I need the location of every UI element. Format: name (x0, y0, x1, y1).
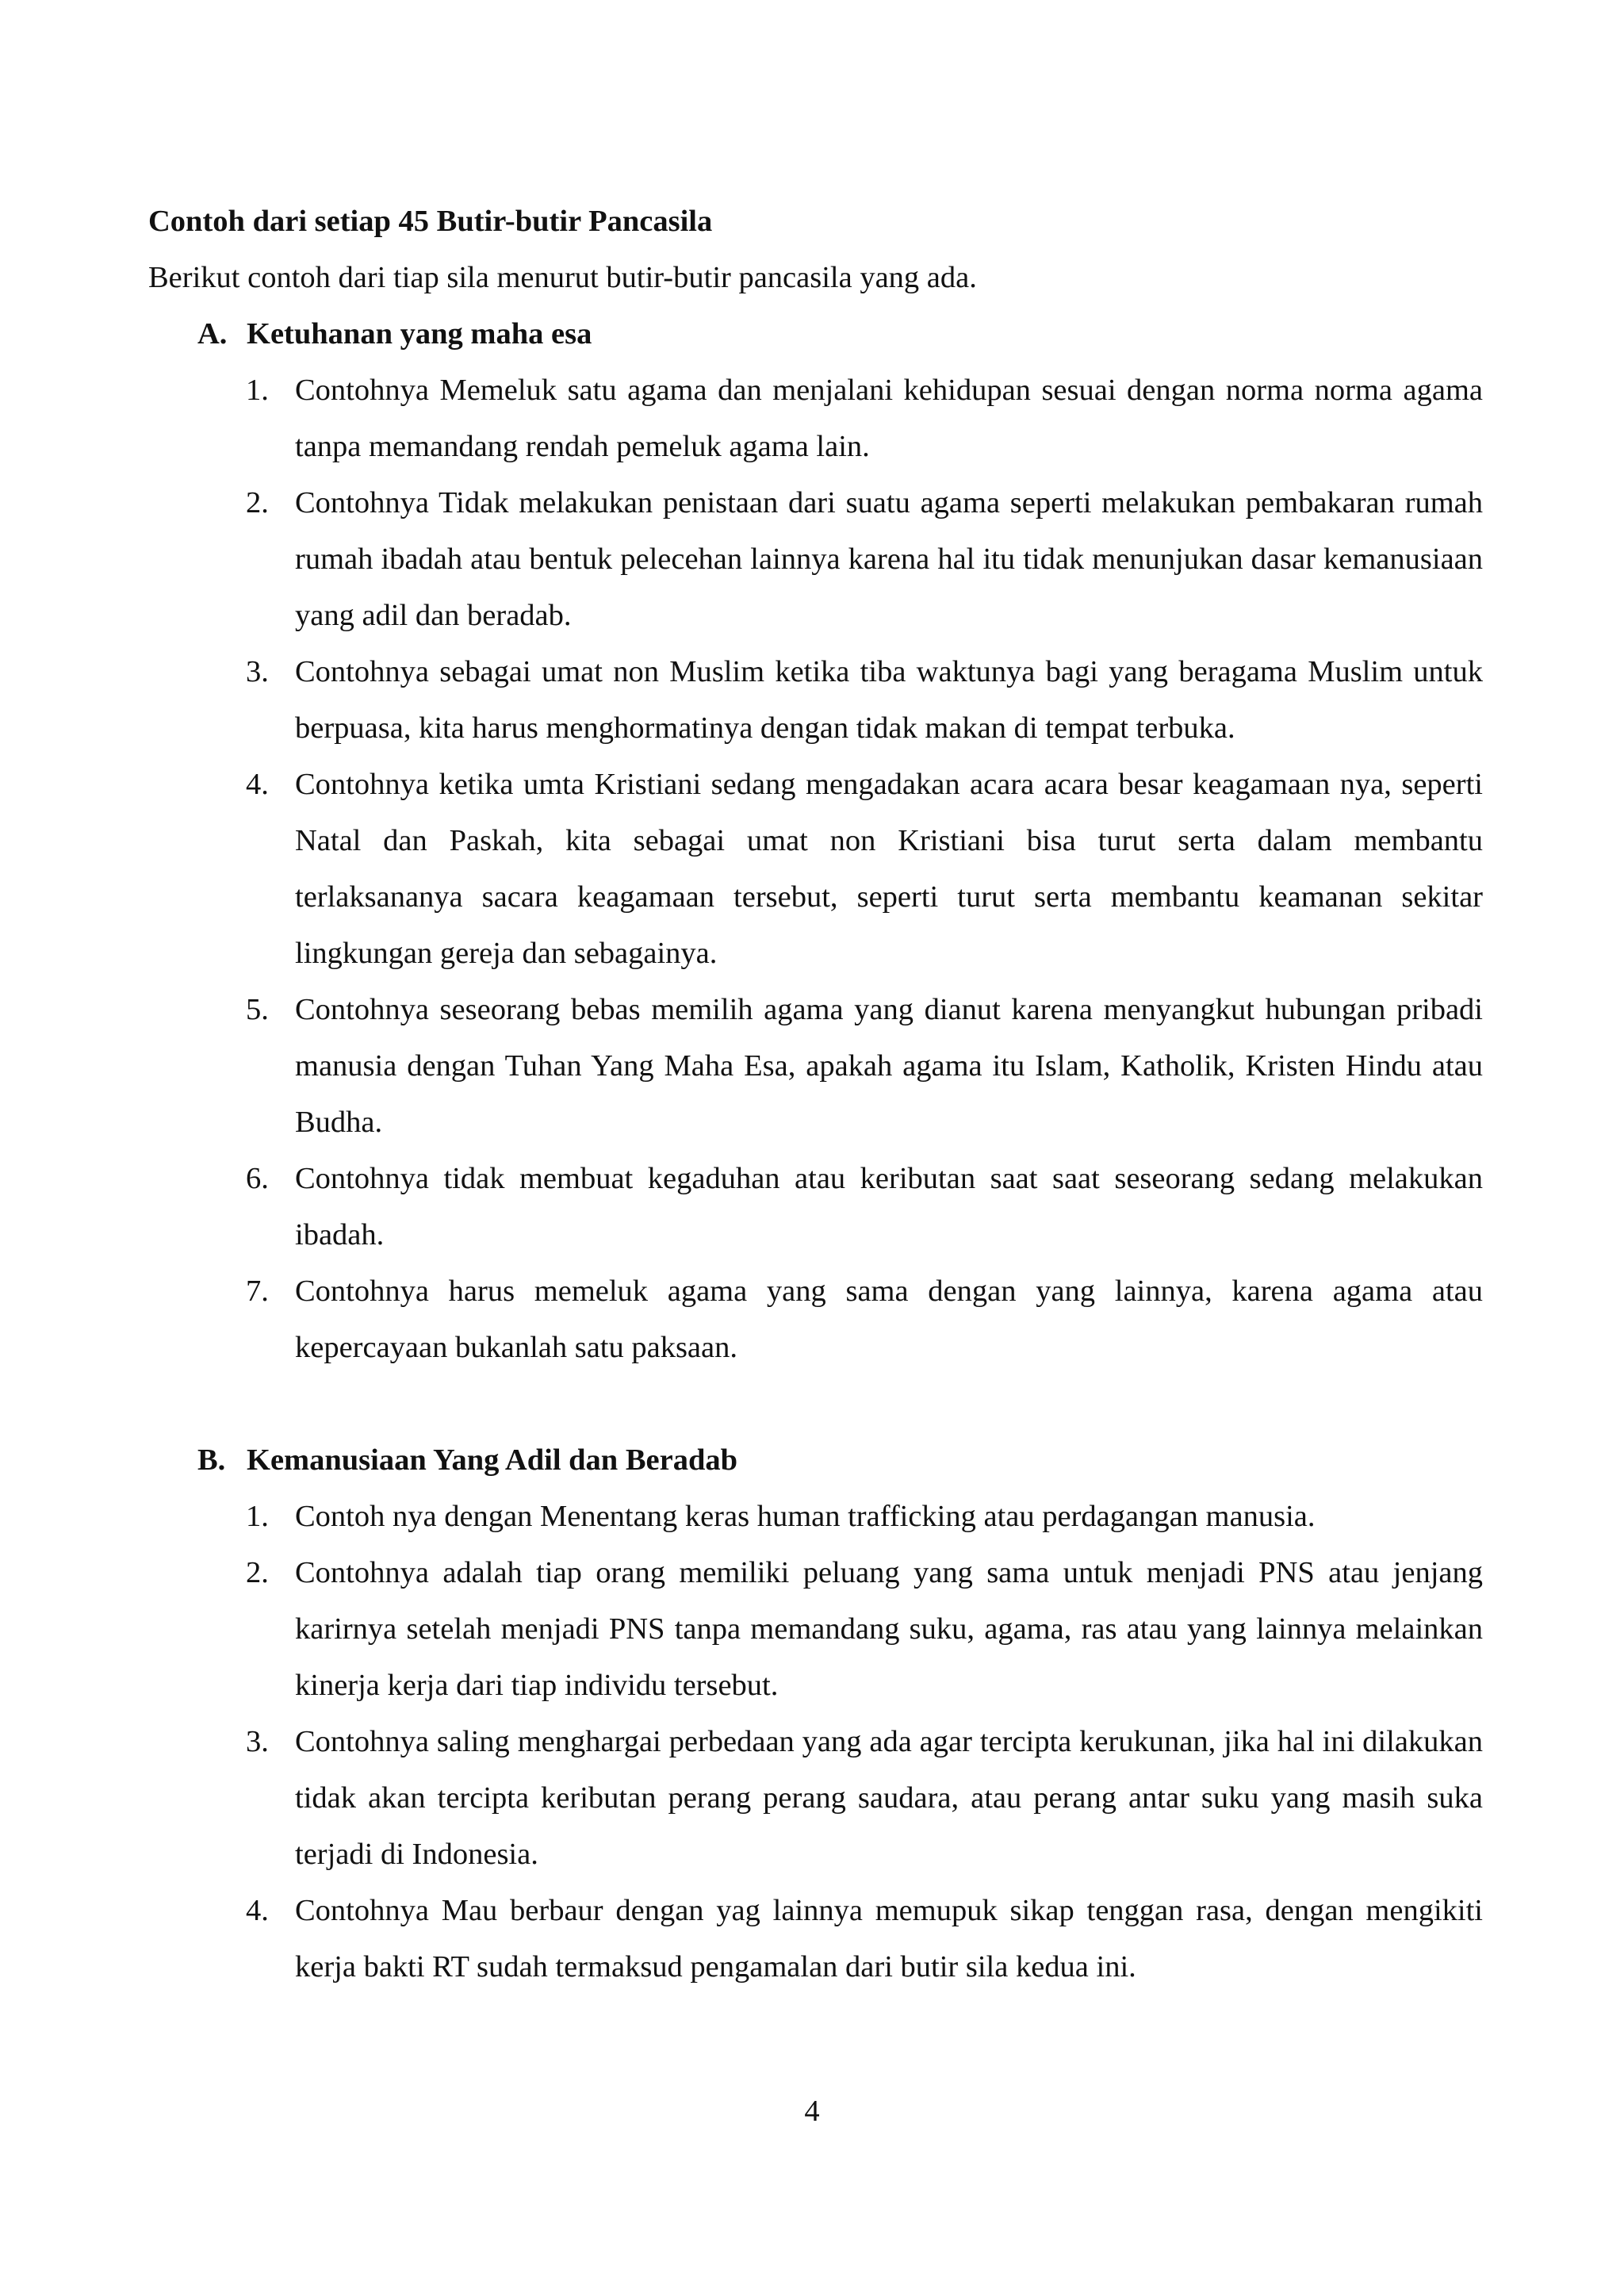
item-number: 6. (246, 1162, 269, 1195)
item-number: 1. (246, 374, 269, 407)
item-number: 2. (246, 1556, 269, 1589)
intro-paragraph: Berikut contoh dari tiap sila menurut butir-butir pancasila yang ada. (148, 261, 977, 294)
page-number: 4 (804, 2095, 820, 2128)
section-a (148, 306, 1483, 1376)
list-item (148, 1151, 1483, 1263)
list-item (148, 982, 1483, 1151)
item-number: 2. (246, 486, 269, 519)
list-item (148, 644, 1483, 757)
item-text: Contohnya adalah tiap orang memiliki peluang yang sama untuk menjadi PNS atau jenjang karirnya setelah menjadi PNS tanpa memandang suku, agama, ras atau yang lainnya melainkan kinerja kerja dari tiap individu tersebut. (295, 1556, 1483, 1702)
item-text: Contohnya saling menghargai perbedaan yang ada agar tercipta kerukunan, jika hal ini dilakukan tidak akan tercipta keributan perang perang saudara, atau perang antar suku yang masih suka terjadi di Indonesia. (295, 1725, 1483, 1871)
item-number: 3. (246, 1725, 269, 1758)
section-title: Kemanusiaan Yang Adil dan Beradab (247, 1443, 738, 1477)
item-text: Contohnya sebagai umat non Muslim ketika tiba waktunya bagi yang beragama Muslim untuk berpuasa, kita harus menghormatinya dengan tidak makan di tempat terbuka. (295, 655, 1483, 745)
item-text: Contohnya tidak membuat kegaduhan atau keributan saat saat seseorang sedang melakukan ibadah. (295, 1162, 1483, 1251)
item-text: Contoh nya dengan Menentang keras human trafficking atau perdagangan manusia. (295, 1500, 1316, 1533)
section-b (148, 1432, 1483, 1995)
list-item (148, 362, 1483, 475)
section-title: Ketuhanan yang maha esa (247, 317, 592, 351)
item-number: 7. (246, 1274, 269, 1308)
list-item (148, 1714, 1483, 1883)
item-number: 3. (246, 655, 269, 688)
item-text: Contohnya Mau berbaur dengan yag lainnya memupuk sikap tenggan rasa, dengan mengikiti kerja bakti RT sudah termaksud pengamalan dari butir sila kedua ini. (295, 1894, 1483, 1984)
item-number: 4. (246, 768, 269, 801)
item-text: Contohnya ketika umta Kristiani sedang mengadakan acara acara besar keagamaan nya, seperti Natal dan Paskah, kita sebagai umat non Kristiani bisa turut serta dalam membantu terlaksananya sacara keagamaan tersebut, seperti turut serta membantu keamanan sekitar lingkungan gereja dan sebagainya. (295, 768, 1483, 970)
document-title: Contoh dari setiap 45 Butir-butir Pancasila (148, 205, 713, 238)
section-heading (148, 306, 1483, 362)
list-item (148, 757, 1483, 982)
section-letter: A. (197, 317, 228, 351)
item-text: Contohnya Tidak melakukan penistaan dari suatu agama seperti melakukan pembakaran rumah rumah ibadah atau bentuk pelecehan lainnya karena hal itu tidak menunjukan dasar kemanusiaan yang adil dan beradab. (295, 486, 1483, 632)
page-content (148, 194, 1483, 1995)
item-text: Contohnya Memeluk satu agama dan menjalani kehidupan sesuai dengan norma norma agama tanpa memandang rendah pemeluk agama lain. (295, 374, 1483, 463)
list-item (148, 1263, 1483, 1376)
list-item (148, 475, 1483, 644)
section-letter: B. (197, 1443, 226, 1477)
item-number: 1. (246, 1500, 269, 1533)
item-list (148, 1489, 1483, 1995)
list-item (148, 1883, 1483, 1995)
item-number: 4. (246, 1894, 269, 1927)
item-number: 5. (246, 993, 269, 1026)
list-item (148, 1489, 1483, 1545)
section-heading (148, 1432, 1483, 1489)
item-text: Contohnya harus memeluk agama yang sama dengan yang lainnya, karena agama atau kepercayaan bukanlah satu paksaan. (295, 1274, 1483, 1364)
item-list (148, 362, 1483, 1376)
item-text: Contohnya seseorang bebas memilih agama yang dianut karena menyangkut hubungan pribadi manusia dengan Tuhan Yang Maha Esa, apakah agama itu Islam, Katholik, Kristen Hindu atau Budha. (295, 993, 1483, 1139)
list-item (148, 1545, 1483, 1714)
